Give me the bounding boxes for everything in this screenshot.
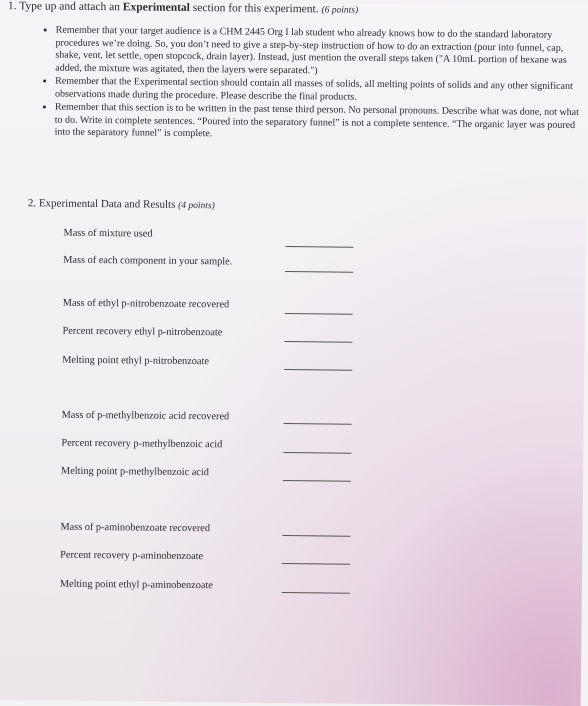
instruction-list xyxy=(39,24,588,145)
question-1-bold: Experimental xyxy=(122,1,190,14)
label-mass-each-component: Mass of each component in your sample. xyxy=(63,254,233,268)
question-1-points: (6 points) xyxy=(321,5,359,16)
instruction-item-tense: • Remember that this section is to be written in the past tense third person. No personal pronouns. Describe what was done, not what to do. Write in complete sentences. “Poured into the separatory funnel” is not a complete sentence. “The organic layer was poured into the separatory funnel” is complete. xyxy=(55,102,587,145)
blank-recovery-aminobenzoate[interactable] xyxy=(282,563,350,565)
blank-mp-methylbenzoic[interactable] xyxy=(283,480,351,482)
label-recovery-methylbenzoic: Percent recovery p-methylbenzoic acid xyxy=(61,437,223,451)
label-mp-methylbenzoic: Melting point p-methylbenzoic acid xyxy=(61,465,209,479)
label-mass-methylbenzoic: Mass of p-methylbenzoic acid recovered xyxy=(61,409,230,423)
question-2-heading xyxy=(28,197,215,211)
blank-mass-aminobenzoate[interactable] xyxy=(282,535,350,537)
label-mp-nitrobenzoate: Melting point ethyl p-nitrobenzoate xyxy=(62,354,209,368)
instruction-item-audience: • Remember that your target audience is a CHM 2445 Org I lab student who already knows how to do the standard laboratory procedures we’re doing. So, you don’t need to give a step-by-step instruction of how to do an extraction (pour into funnel, cap, shake, vent, let settle, open stopcock, drain layer). Instead, just mention the overall steps taken ("A 10mL portion of hexane was added, the mixture was agitated, then the layers were separated.") xyxy=(55,25,587,81)
question-2-title: 2. Experimental Data and Results xyxy=(27,197,176,211)
blank-recovery-nitrobenzoate[interactable] xyxy=(284,341,352,343)
blank-mass-methylbenzoic[interactable] xyxy=(284,423,352,425)
blank-mass-nitrobenzoate[interactable] xyxy=(285,313,353,315)
label-mass-aminobenzoate: Mass of p-aminobenzoate recovered xyxy=(60,521,211,535)
label-mp-aminobenzoate: Melting point ethyl p-aminobenzoate xyxy=(59,578,213,592)
label-mass-mixture: Mass of mixture used xyxy=(63,227,153,240)
blank-mp-aminobenzoate[interactable] xyxy=(282,592,350,594)
question-1-suffix: section for this experiment. xyxy=(189,1,319,16)
instruction-item-contents: • Remember that the Experimental section should contain all masses of solids, all melting points of solids and any other significant observations made during the procedure. Please describe the final products. xyxy=(55,76,587,107)
label-recovery-nitrobenzoate: Percent recovery ethyl p-nitrobenzoate xyxy=(62,325,223,339)
label-mass-nitrobenzoate: Mass of ethyl p-nitrobenzoate recovered xyxy=(62,297,230,311)
question-2-points: (4 points) xyxy=(178,200,215,212)
blank-mass-mixture[interactable] xyxy=(285,246,353,248)
question-1-prefix: 1. Type up and attach an xyxy=(7,0,123,14)
blank-mass-each-component[interactable] xyxy=(285,271,353,273)
blank-mp-nitrobenzoate[interactable] xyxy=(284,369,352,371)
question-1-heading xyxy=(8,0,568,18)
blank-recovery-methylbenzoic[interactable] xyxy=(283,452,351,454)
label-recovery-aminobenzoate: Percent recovery p-aminobenzoate xyxy=(60,549,204,563)
